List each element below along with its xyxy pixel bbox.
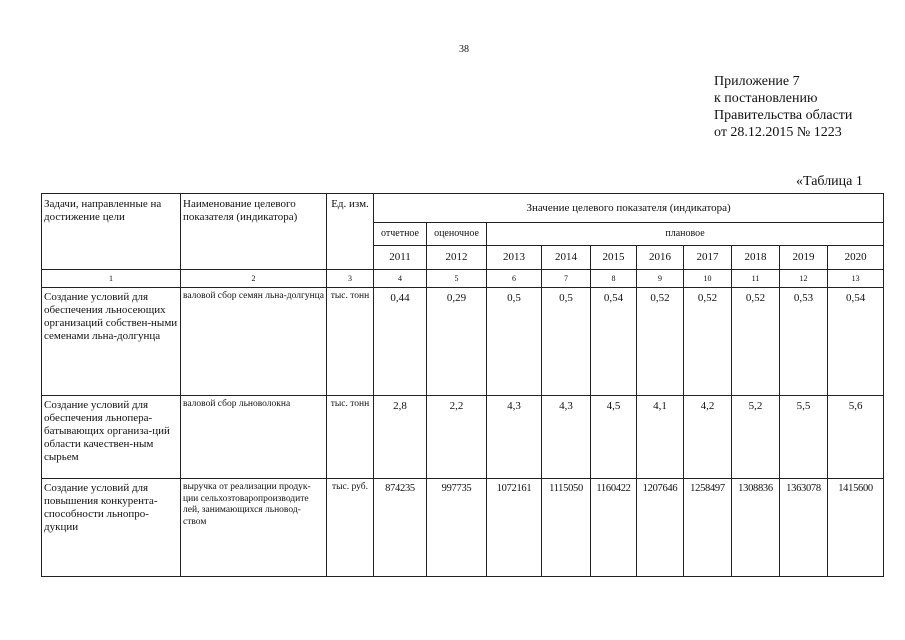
- year-cell: 2012: [427, 246, 487, 270]
- table-row: [42, 479, 884, 577]
- value-cell: 5,6: [828, 396, 884, 479]
- value-cell: 0,52: [732, 288, 780, 396]
- page-number: 38: [459, 44, 469, 55]
- year-cell: 2014: [542, 246, 591, 270]
- value-cell: 997735: [427, 479, 487, 577]
- value-cell: 2,8: [374, 396, 427, 479]
- header-planned: плановое: [487, 223, 884, 246]
- task-cell: Создание условий для обеспечения льнопера-батывающих организа-ций области качествен-ным сырьем: [42, 396, 181, 479]
- column-number: 5: [427, 270, 487, 288]
- header-indicator: Наименование целевого показателя (индикатора): [181, 194, 327, 270]
- task-cell: Создание условий для обеспечения льносеющих организаций собствен-ными семенами льна-долгунца: [42, 288, 181, 396]
- value-cell: 5,5: [780, 396, 828, 479]
- indicator-cell: валовой сбор льноволокна: [181, 396, 327, 479]
- column-number: 9: [637, 270, 684, 288]
- year-cell: 2020: [828, 246, 884, 270]
- value-cell: 1363078: [780, 479, 828, 577]
- appendix-line: от 28.12.2015 № 1223: [714, 125, 842, 140]
- indicators-table: [41, 193, 884, 577]
- value-cell: 1160422: [591, 479, 637, 577]
- value-cell: 0,5: [542, 288, 591, 396]
- column-number: 6: [487, 270, 542, 288]
- column-number: 8: [591, 270, 637, 288]
- column-number: 7: [542, 270, 591, 288]
- column-numbers-row: [42, 270, 884, 288]
- value-cell: 4,1: [637, 396, 684, 479]
- value-cell: 1115050: [542, 479, 591, 577]
- value-cell: 1072161: [487, 479, 542, 577]
- year-cell: 2017: [684, 246, 732, 270]
- column-number: 13: [828, 270, 884, 288]
- header-estimated: оценочное: [427, 223, 487, 246]
- value-cell: 0,5: [487, 288, 542, 396]
- header-value: Значение целевого показателя (индикатора): [374, 194, 884, 223]
- value-cell: 1308836: [732, 479, 780, 577]
- value-cell: 874235: [374, 479, 427, 577]
- column-number: 3: [327, 270, 374, 288]
- indicator-cell: валовой сбор семян льна-долгунца: [181, 288, 327, 396]
- year-cell: 2011: [374, 246, 427, 270]
- indicator-cell: выручка от реализации продук-ции сельхозтоваропроизводите лей, занимающихся льновод-ством: [181, 479, 327, 577]
- appendix-heading: [714, 73, 852, 141]
- unit-cell: тыс. тонн: [327, 288, 374, 396]
- value-cell: 1207646: [637, 479, 684, 577]
- table-row: [42, 396, 884, 479]
- value-cell: 0,54: [591, 288, 637, 396]
- column-number: 12: [780, 270, 828, 288]
- value-cell: 0,52: [684, 288, 732, 396]
- appendix-line: Правительства области: [714, 108, 853, 123]
- column-number: 10: [684, 270, 732, 288]
- year-cell: 2019: [780, 246, 828, 270]
- year-cell: 2018: [732, 246, 780, 270]
- value-cell: 4,2: [684, 396, 732, 479]
- header-reported: отчетное: [374, 223, 427, 246]
- column-number: 2: [181, 270, 327, 288]
- header-unit: Ед. изм.: [327, 194, 374, 270]
- value-cell: 4,3: [542, 396, 591, 479]
- value-cell: 0,29: [427, 288, 487, 396]
- year-cell: 2015: [591, 246, 637, 270]
- column-number: 4: [374, 270, 427, 288]
- unit-cell: тыс. руб.: [327, 479, 374, 577]
- column-number: 11: [732, 270, 780, 288]
- column-number: 1: [42, 270, 181, 288]
- value-cell: 4,5: [591, 396, 637, 479]
- table-caption: «Таблица 1: [796, 174, 863, 189]
- table-row: [42, 288, 884, 396]
- task-cell: Создание условий для повышения конкурента-способности льнопро-дукции: [42, 479, 181, 577]
- value-cell: 0,44: [374, 288, 427, 396]
- year-cell: 2016: [637, 246, 684, 270]
- header-task: Задачи, направленные на достижение цели: [42, 194, 181, 270]
- value-cell: 1415600: [828, 479, 884, 577]
- appendix-line: к постановлению: [714, 91, 818, 106]
- value-cell: 0,52: [637, 288, 684, 396]
- value-cell: 4,3: [487, 396, 542, 479]
- unit-cell: тыс. тонн: [327, 396, 374, 479]
- header-row: [42, 194, 884, 223]
- value-cell: 1258497: [684, 479, 732, 577]
- appendix-line: Приложение 7: [714, 74, 800, 89]
- value-cell: 5,2: [732, 396, 780, 479]
- value-cell: 0,53: [780, 288, 828, 396]
- year-cell: 2013: [487, 246, 542, 270]
- value-cell: 2,2: [427, 396, 487, 479]
- value-cell: 0,54: [828, 288, 884, 396]
